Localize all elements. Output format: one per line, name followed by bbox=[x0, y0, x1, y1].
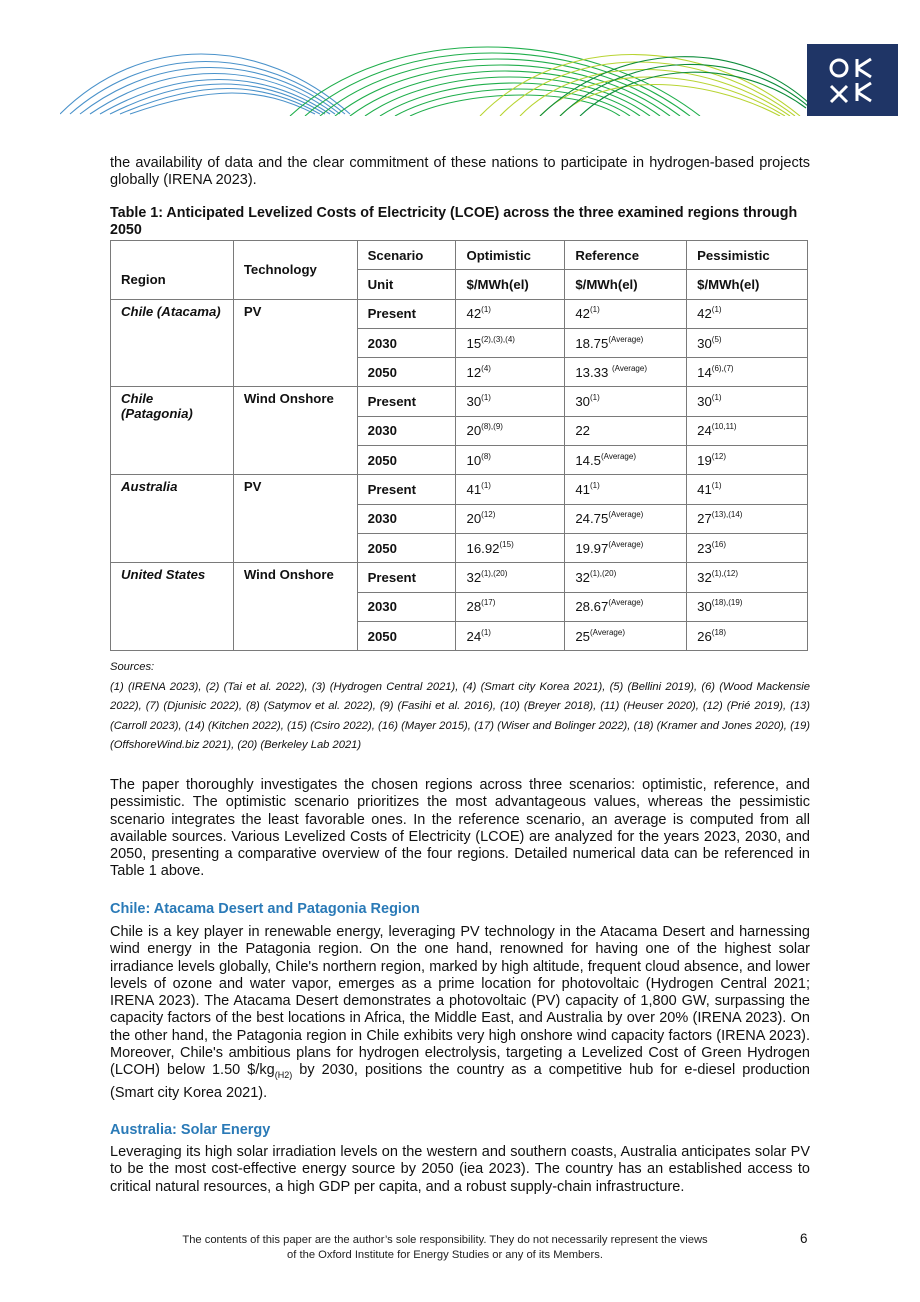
footer-line-2: of the Oxford Institute for Energy Studies or any of its Members. bbox=[287, 1249, 603, 1261]
table-header-row bbox=[111, 241, 808, 270]
optimistic-value: 30 bbox=[466, 394, 482, 410]
pessimistic-source-note: (1) bbox=[711, 481, 722, 491]
reference-source-note: (Average) bbox=[590, 627, 625, 637]
scenario-cell: 2030 bbox=[357, 504, 456, 533]
scenarios-paragraph: The paper thoroughly investigates the chosen regions across three scenarios: optimistic, reference, and pessimistic. The optimistic scenario prioritizes the most advantageous values, whereas the pessimistic scenario integrates the least favorable ones. In the reference scenario, an average is computed from all available sources. Various Levelized Costs of Electricity (LCOE) are analyzed for the years 2023, 2030, and 2050, presenting a comparative overview of the four regions. Detailed numerical data can be referenced in Table 1 above. bbox=[110, 777, 810, 880]
pessimistic-value-cell bbox=[687, 416, 808, 445]
pessimistic-value-cell bbox=[687, 592, 808, 621]
reference-value-cell bbox=[565, 299, 687, 328]
pessimistic-value: 26 bbox=[697, 628, 712, 644]
table-row bbox=[111, 299, 808, 328]
optimistic-source-note: (17) bbox=[481, 598, 496, 608]
technology-cell: PV bbox=[233, 475, 357, 563]
optimistic-value-cell bbox=[456, 328, 565, 357]
pessimistic-value: 30 bbox=[697, 394, 712, 410]
pessimistic-value: 41 bbox=[697, 482, 712, 498]
scenario-cell: 2050 bbox=[357, 358, 456, 387]
sources-label: Sources: bbox=[110, 661, 155, 673]
header-pessimistic: Pessimistic bbox=[687, 241, 808, 270]
pessimistic-value: 19 bbox=[697, 452, 712, 468]
optimistic-value: 20 bbox=[466, 511, 482, 527]
optimistic-value-cell bbox=[456, 533, 565, 562]
pessimistic-source-note: (18),(19) bbox=[711, 598, 743, 608]
h2-subscript: (H2) bbox=[274, 1070, 293, 1081]
scenario-cell: 2030 bbox=[357, 592, 456, 621]
optimistic-source-note: (1) bbox=[481, 481, 491, 491]
pessimistic-value-cell bbox=[687, 475, 808, 504]
reference-value-cell bbox=[565, 475, 687, 504]
lcoe-table bbox=[110, 240, 808, 651]
header-technology: Technology bbox=[233, 241, 357, 300]
reference-value: 30 bbox=[575, 394, 590, 410]
scenario-cell: 2050 bbox=[357, 533, 456, 562]
optimistic-value: 32 bbox=[466, 569, 482, 585]
pessimistic-value-cell bbox=[687, 563, 808, 592]
optimistic-source-note: (1) bbox=[481, 627, 491, 637]
reference-value-cell bbox=[565, 416, 687, 445]
reference-source-note: (Average) bbox=[601, 451, 636, 461]
technology-cell: Wind Onshore bbox=[233, 387, 357, 475]
optimistic-value: 41 bbox=[466, 482, 482, 498]
wave-banner-graphic bbox=[60, 44, 820, 116]
scenario-cell: Present bbox=[357, 475, 456, 504]
pessimistic-source-note: (1) bbox=[711, 393, 722, 403]
reference-value: 22 bbox=[575, 423, 590, 439]
pessimistic-value-cell bbox=[687, 533, 808, 562]
table-row bbox=[111, 387, 808, 416]
pessimistic-value: 42 bbox=[697, 306, 712, 322]
optimistic-source-note: (15) bbox=[499, 539, 514, 549]
reference-value-cell bbox=[565, 358, 687, 387]
reference-value: 42 bbox=[575, 306, 590, 322]
header-banner bbox=[60, 44, 898, 116]
reference-source-note: (1),(20) bbox=[590, 568, 617, 578]
reference-source-note: (Average) bbox=[608, 539, 644, 549]
reference-source-note: (1) bbox=[590, 305, 600, 315]
pessimistic-source-note: (10,11) bbox=[711, 422, 737, 432]
optimistic-source-note: (4) bbox=[481, 363, 491, 373]
pessimistic-source-note: (16) bbox=[711, 539, 727, 549]
pessimistic-value-cell bbox=[687, 446, 808, 475]
reference-source-note: (Average) bbox=[612, 363, 647, 373]
pessimistic-source-note: (1) bbox=[711, 305, 722, 315]
region-cell: Chile (Patagonia) bbox=[111, 387, 234, 475]
pessimistic-source-note: (13),(14) bbox=[711, 510, 743, 520]
region-cell: United States bbox=[111, 563, 234, 651]
reference-value: 28.67 bbox=[575, 599, 609, 615]
table-row bbox=[111, 563, 808, 592]
australia-section-paragraph: Leveraging its high solar irradiation levels on the western and southern coasts, Australia anticipates solar PV to be the most cost-effective energy source by 2050 (iea 2023). The country has an established access to critical natural resources, a high GDP per capita, and a robust supply-chain infrastructure. bbox=[110, 1144, 810, 1195]
scenario-cell: Present bbox=[357, 563, 456, 592]
scenario-cell: 2030 bbox=[357, 416, 456, 445]
unit-pessimistic: $/MWh(el) bbox=[687, 270, 808, 299]
chile-section-heading: Chile: Atacama Desert and Patagonia Region bbox=[110, 901, 420, 917]
chile-text-part1: Chile is a key player in renewable energy, leveraging PV technology in the Atacama Desert and harnessing wind energy in the Patagonia region. On the one hand, renowned for having one of the highest solar irradiance levels globally, Chile's northern region, marked by high altitude, frequent cloud absence, and lower levels of ozone and water vapor, emerges as a prime location for photovoltaic (Hydrogen Central 2021; IRENA 2023). The Atacama Desert demonstrates a photovoltaic (PV) capacity of 1,800 GW, surpassing the capacity factors of the best locations in Africa, the Middle East, and Australia by over 20% (IRENA 2023). On the other hand, the Patagonia region in Chile exhibits very high onshore wind capacity factors (IRENA 2023). Moreover, Chile's ambitious plans for hydrogen electrolysis, targeting a Levelized Cost of Green Hydrogen (LCOH) below 1.50 $/kg bbox=[110, 924, 810, 1079]
table-caption: Table 1: Anticipated Levelized Costs of Electricity (LCOE) across the three examined regions through 2050 bbox=[110, 205, 798, 238]
region-cell: Australia bbox=[111, 475, 234, 563]
scenario-cell: 2050 bbox=[357, 446, 456, 475]
pessimistic-value-cell bbox=[687, 387, 808, 416]
page-number: 6 bbox=[800, 1231, 808, 1246]
pessimistic-source-note: (18) bbox=[711, 627, 727, 637]
reference-value: 25 bbox=[575, 628, 590, 644]
optimistic-value: 20 bbox=[466, 423, 482, 439]
optimistic-value: 28 bbox=[466, 599, 482, 615]
optimistic-value-cell bbox=[456, 504, 565, 533]
pessimistic-value: 24 bbox=[697, 423, 712, 439]
optimistic-value-cell bbox=[456, 563, 565, 592]
header-region: Region bbox=[111, 241, 234, 300]
optimistic-value: 42 bbox=[466, 306, 482, 322]
optimistic-value-cell bbox=[456, 416, 565, 445]
reference-value: 32 bbox=[575, 569, 590, 585]
header-optimistic: Optimistic bbox=[456, 241, 565, 270]
reference-value-cell bbox=[565, 563, 687, 592]
optimistic-value: 10 bbox=[466, 452, 482, 468]
reference-source-note: (Average) bbox=[608, 334, 644, 344]
pessimistic-value-cell bbox=[687, 299, 808, 328]
reference-source-note: (Average) bbox=[608, 510, 644, 520]
optimistic-value-cell bbox=[456, 299, 565, 328]
technology-cell: PV bbox=[233, 299, 357, 387]
reference-source-note: (1) bbox=[590, 393, 600, 403]
reference-value-cell bbox=[565, 533, 687, 562]
optimistic-value: 16.92 bbox=[466, 540, 500, 556]
reference-value-cell bbox=[565, 621, 687, 650]
scenario-cell: Present bbox=[357, 299, 456, 328]
pessimistic-value: 32 bbox=[697, 569, 712, 585]
optimistic-value: 15 bbox=[466, 335, 482, 351]
pessimistic-value: 27 bbox=[697, 511, 712, 527]
reference-value-cell bbox=[565, 387, 687, 416]
oies-logo bbox=[807, 44, 898, 116]
technology-cell: Wind Onshore bbox=[233, 563, 357, 651]
reference-value-cell bbox=[565, 504, 687, 533]
pessimistic-value: 23 bbox=[697, 540, 712, 556]
reference-value: 41 bbox=[575, 482, 590, 498]
reference-value-cell bbox=[565, 592, 687, 621]
optimistic-value: 12 bbox=[466, 364, 482, 380]
pessimistic-value: 30 bbox=[697, 599, 712, 615]
footer-disclaimer bbox=[140, 1233, 750, 1263]
optimistic-source-note: (1) bbox=[481, 305, 491, 315]
reference-source-note: (Average) bbox=[608, 598, 644, 608]
intro-paragraph: the availability of data and the clear commitment of these nations to participate in hydrogen-based projects globally (IRENA 2023). bbox=[110, 155, 810, 189]
sources-text: (1) (IRENA 2023), (2) (Tai et al. 2022), (3) (Hydrogen Central 2021), (4) (Smart city Korea 2021), (5) (Bellini 2019), (6) (Wood Mackensie 2022), (7) (Djunisic 2022), (8) (Satymov et al. 2022), (9) (Fasihi et al. 2016), (10) (Breyer 2018), (11) (Heuser 2020), (12) (Prié 2019), (13) (Carroll 2023), (14) (Kitchen 2022), (15) (Csiro 2022), (16) (Mayer 2015), (17) (Wiser and Bolinger 2022), (18) (Kramer and Jones 2020), (19) (OffshoreWind.biz 2021), (20) (Berkeley Lab 2021) bbox=[110, 680, 810, 752]
header-unit: Unit bbox=[357, 270, 456, 299]
optimistic-value: 24 bbox=[466, 628, 482, 644]
footer-line-1: The contents of this paper are the author’s sole responsibility. They do not necessarily represent the views bbox=[182, 1234, 708, 1246]
chile-text-part2: by 2030, positions the country as a competitive hub for e-diesel production (Smart city Korea 2021). bbox=[110, 1062, 811, 1101]
region-cell: Chile (Atacama) bbox=[111, 299, 234, 387]
optimistic-value-cell bbox=[456, 387, 565, 416]
reference-value-cell bbox=[565, 446, 687, 475]
pessimistic-value: 30 bbox=[697, 335, 712, 351]
pessimistic-value-cell bbox=[687, 504, 808, 533]
australia-section-heading: Australia: Solar Energy bbox=[110, 1122, 271, 1138]
pessimistic-source-note: (5) bbox=[711, 334, 722, 344]
optimistic-source-note: (1) bbox=[481, 393, 491, 403]
optimistic-value-cell bbox=[456, 446, 565, 475]
pessimistic-value-cell bbox=[687, 328, 808, 357]
reference-value: 19.97 bbox=[575, 540, 609, 556]
pessimistic-source-note: (12) bbox=[711, 451, 727, 461]
optimistic-source-note: (8) bbox=[481, 451, 491, 461]
optimistic-source-note: (2),(3),(4) bbox=[481, 334, 515, 344]
pessimistic-value-cell bbox=[687, 621, 808, 650]
reference-value: 13.33 bbox=[575, 364, 612, 380]
sources-block bbox=[110, 658, 810, 756]
pessimistic-source-note: (6),(7) bbox=[711, 363, 734, 373]
pessimistic-value: 14 bbox=[697, 364, 712, 380]
pessimistic-source-note: (1),(12) bbox=[711, 568, 739, 578]
reference-value: 18.75 bbox=[575, 335, 609, 351]
header-scenario: Scenario bbox=[357, 241, 456, 270]
table-row bbox=[111, 475, 808, 504]
optimistic-value-cell bbox=[456, 621, 565, 650]
reference-value: 14.5 bbox=[575, 452, 601, 468]
reference-value: 24.75 bbox=[575, 511, 609, 527]
reference-source-note: (1) bbox=[590, 481, 600, 491]
scenario-cell: 2030 bbox=[357, 328, 456, 357]
reference-value-cell bbox=[565, 328, 687, 357]
optimistic-value-cell bbox=[456, 592, 565, 621]
unit-optimistic: $/MWh(el) bbox=[456, 270, 565, 299]
optimistic-value-cell bbox=[456, 475, 565, 504]
optimistic-source-note: (1),(20) bbox=[481, 568, 508, 578]
oies-logo-icon bbox=[827, 56, 879, 104]
optimistic-source-note: (8),(9) bbox=[481, 422, 503, 432]
chile-section-paragraph bbox=[110, 924, 810, 1102]
optimistic-value-cell bbox=[456, 358, 565, 387]
unit-reference: $/MWh(el) bbox=[565, 270, 687, 299]
scenario-cell: 2050 bbox=[357, 621, 456, 650]
scenario-cell: Present bbox=[357, 387, 456, 416]
pessimistic-value-cell bbox=[687, 358, 808, 387]
header-reference: Reference bbox=[565, 241, 687, 270]
optimistic-source-note: (12) bbox=[481, 510, 496, 520]
